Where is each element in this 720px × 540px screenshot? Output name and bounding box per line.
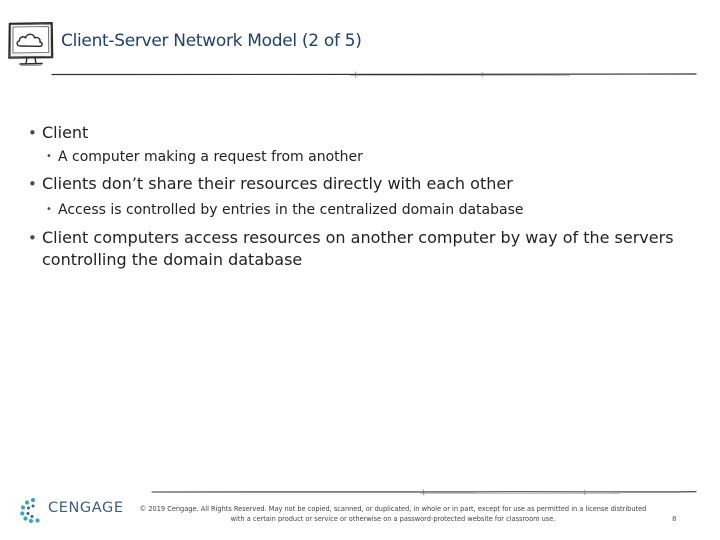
bullet-item xyxy=(28,173,688,195)
cengage-logo-icon xyxy=(18,497,48,523)
sub-bullet-dot-icon: • xyxy=(46,204,52,215)
bullet-text: Clients don’t share their resources directly with each other xyxy=(42,174,513,193)
bullet-text: Client xyxy=(42,123,89,142)
bullet-item xyxy=(28,227,688,271)
cloud-monitor-icon xyxy=(6,18,56,70)
bullet-dot-icon: • xyxy=(28,124,37,142)
bullet-text: Client computers access resources on another computer by way of the servers controlling the domain database xyxy=(42,228,674,269)
cengage-logo-text: CENGAGE xyxy=(48,500,124,516)
bullet-list xyxy=(28,120,688,271)
slide-title: Client-Server Network Model (2 of 5) xyxy=(61,31,362,51)
sub-bullet-text: A computer making a request from another xyxy=(58,149,363,165)
copyright-notice: © 2019 Cengage. All Rights Reserved. May not be copied, scanned, or duplicated, in whole or in part, except for use as permitted in a license distributed with a certain product or service or otherwise on a password-protected website for classroom use. xyxy=(139,505,647,523)
bullet-item xyxy=(28,122,688,144)
page-number: 8 xyxy=(672,515,677,523)
bullet-dot-icon: • xyxy=(28,229,37,247)
sub-bullet-item xyxy=(28,147,688,167)
sub-bullet-text: Access is controlled by entries in the centralized domain database xyxy=(58,202,524,218)
footer-divider xyxy=(150,486,700,498)
sub-bullet-item xyxy=(28,200,688,220)
title-divider xyxy=(50,68,700,82)
sub-bullet-dot-icon: • xyxy=(46,151,52,162)
bullet-dot-icon: • xyxy=(28,175,37,193)
